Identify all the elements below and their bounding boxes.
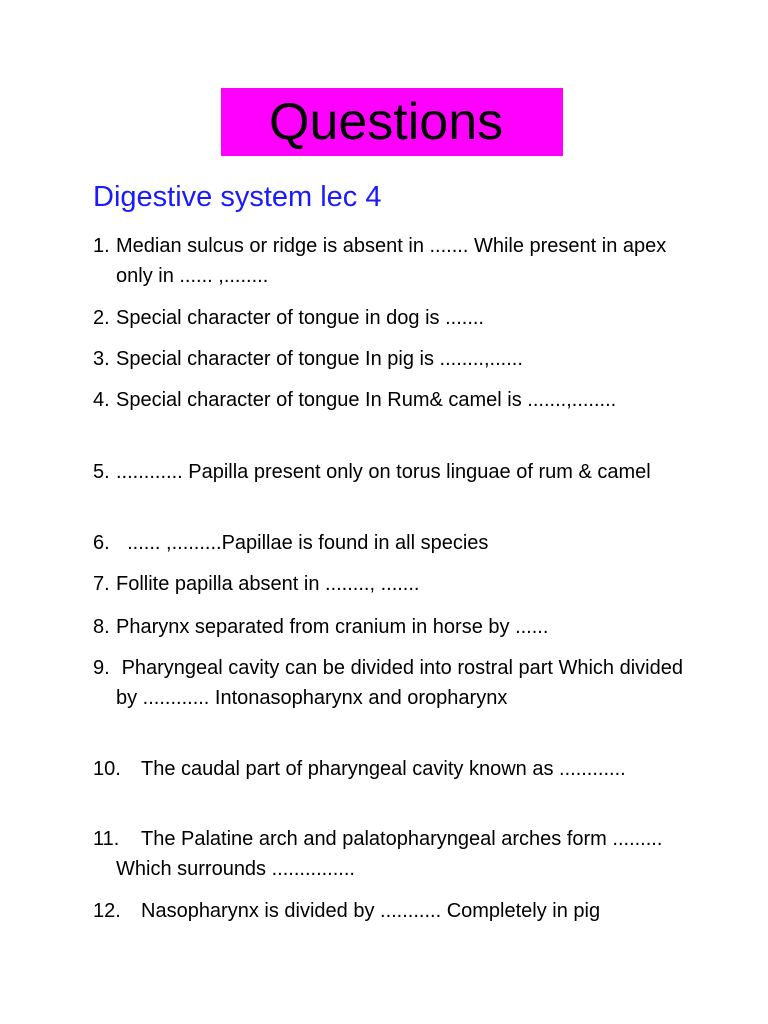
question-text: Pharynx separated from cranium in horse by ...... xyxy=(116,616,549,638)
question-text: The Palatine arch and palatopharyngeal arches form ......... Which surrounds ............... xyxy=(116,828,668,880)
lecture-subtitle: Digestive system lec 4 xyxy=(93,181,382,213)
question-item-3 xyxy=(93,345,683,375)
question-text: Median sulcus or ridge is absent in ....... While present in apex only in ...... ,........ xyxy=(116,235,672,287)
question-text: Special character of tongue In Rum& camel is .......,........ xyxy=(116,389,617,411)
question-number: 12. xyxy=(93,900,121,922)
question-item-4 xyxy=(93,386,683,416)
question-text: Pharyngeal cavity can be divided into rostral part Which divided by ............ Intonasopharynx and oropharynx xyxy=(116,657,689,709)
question-item-8 xyxy=(93,613,683,643)
question-item-9 xyxy=(93,654,689,713)
question-text: Follite papilla absent in ........, ....... xyxy=(116,573,420,595)
question-number: 11. xyxy=(93,828,120,850)
question-number: 4. xyxy=(93,389,110,411)
question-number: 6. xyxy=(93,532,110,554)
question-item-11 xyxy=(93,825,683,884)
question-item-2 xyxy=(93,304,683,334)
question-text: Nasopharynx is divided by ........... Completely in pig xyxy=(141,900,601,922)
question-number: 2. xyxy=(93,307,110,329)
question-text: The caudal part of pharyngeal cavity known as ............ xyxy=(141,758,626,780)
question-text: Special character of tongue In pig is ........,...... xyxy=(116,348,523,370)
question-item-6 xyxy=(93,529,683,559)
title-banner xyxy=(221,88,563,156)
question-number: 8. xyxy=(93,616,110,638)
question-text: ............ Papilla present only on torus linguae of rum & camel xyxy=(116,461,651,483)
question-number: 10. xyxy=(93,758,121,780)
question-number: 1. xyxy=(93,235,110,257)
question-item-10 xyxy=(93,755,683,785)
question-item-12 xyxy=(93,897,683,927)
question-text: ...... ,.........Papillae is found in all species xyxy=(116,532,489,554)
question-number: 5. xyxy=(93,461,110,483)
question-text: Special character of tongue in dog is ....... xyxy=(116,307,484,329)
page-title: Questions xyxy=(269,93,504,151)
question-number: 7. xyxy=(93,573,110,595)
question-number: 9. xyxy=(93,657,110,679)
question-item-7 xyxy=(93,570,683,600)
question-item-1 xyxy=(93,232,683,291)
question-number: 3. xyxy=(93,348,110,370)
question-item-5 xyxy=(93,458,683,488)
